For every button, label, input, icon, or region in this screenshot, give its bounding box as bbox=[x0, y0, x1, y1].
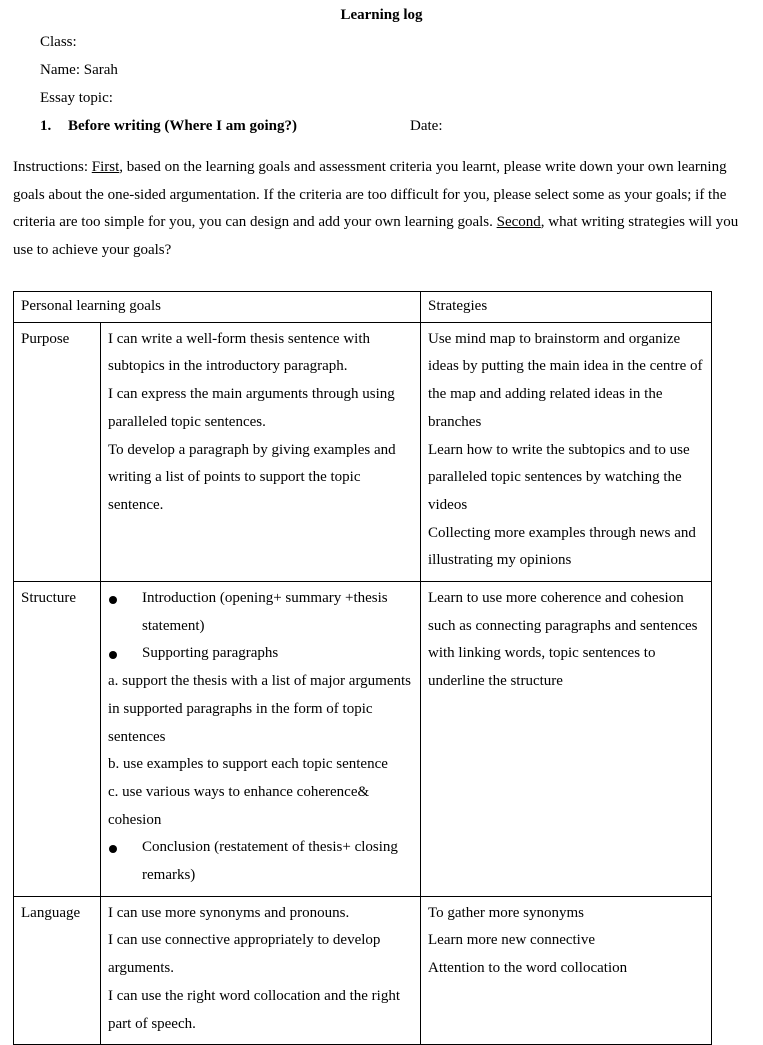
instructions-middle: , based on the learning goals and assessment criteria you learnt, please write down your own learning goals about the one-sided argumentation. If the criteria are too difficult for you, please select some as your goals; if the criteria are too simple for you, you can design and add your own learning goals. bbox=[13, 159, 727, 231]
purpose-goals-cell bbox=[101, 322, 421, 581]
table-row-purpose bbox=[14, 322, 712, 581]
row-label-structure: Structure bbox=[14, 582, 101, 897]
document-title: Learning log bbox=[340, 7, 423, 23]
purpose-goal: To develop a paragraph by giving examples and writing a list of points to support the topic sentence. bbox=[108, 441, 396, 513]
bullet-dot-icon bbox=[109, 596, 117, 604]
instructions-prefix: Instructions: bbox=[13, 159, 92, 175]
bullet-dot-icon bbox=[109, 651, 117, 659]
language-strategies-cell bbox=[421, 896, 712, 1045]
bullet-text: Supporting paragraphs bbox=[142, 645, 279, 662]
structure-bullet-supporting bbox=[108, 640, 413, 668]
language-goal: I can use connective appropriately to develop arguments. bbox=[108, 932, 381, 977]
header-goals: Personal learning goals bbox=[14, 292, 421, 323]
bullet-text: Conclusion (restatement of thesis+ closing remarks) bbox=[142, 839, 398, 884]
row-label-purpose: Purpose bbox=[14, 322, 101, 581]
purpose-strategies-cell bbox=[421, 322, 712, 581]
language-strategy: Learn more new connective bbox=[428, 932, 595, 949]
structure-strategies-cell bbox=[421, 582, 712, 897]
structure-item-c: c. use various ways to enhance coherence& cohesion bbox=[108, 783, 370, 828]
table-header-row bbox=[14, 292, 712, 323]
purpose-goal: I can write a well-form thesis sentence with subtopics in the introductory paragraph. bbox=[108, 330, 370, 375]
instructions-second: Second bbox=[496, 214, 541, 231]
learning-goals-table bbox=[13, 291, 712, 1045]
instructions-suffix: , what writing strategies will you use to achieve your goals? bbox=[13, 214, 739, 259]
language-strategy: Attention to the word collocation bbox=[428, 960, 628, 977]
date-label: Date: bbox=[410, 118, 443, 134]
structure-goals-cell bbox=[101, 582, 421, 897]
table-row-language bbox=[14, 896, 712, 1045]
language-strategy: To gather more synonyms bbox=[428, 904, 585, 921]
purpose-strategy: Learn how to write the subtopics and to use paralleled topic sentences by watching the videos bbox=[428, 441, 690, 513]
name-label: Name: Sarah bbox=[40, 62, 118, 78]
section-heading bbox=[40, 115, 740, 137]
row-label-language: Language bbox=[14, 896, 101, 1045]
language-goal: I can use more synonyms and pronouns. bbox=[108, 904, 350, 921]
essay-topic-label: Essay topic: bbox=[40, 90, 113, 106]
purpose-strategy: Collecting more examples through news and illustrating my opinions bbox=[428, 524, 696, 569]
purpose-strategy: Use mind map to brainstorm and organize ideas by putting the main idea in the centre of the map and adding related ideas in the branches bbox=[428, 330, 703, 430]
section-number: 1. bbox=[40, 118, 52, 134]
structure-strategy: Learn to use more coherence and cohesion such as connecting paragraphs and sentences with linking words, topic sentences to underline the structure bbox=[428, 590, 698, 690]
table-row-structure bbox=[14, 582, 712, 897]
structure-item-b: b. use examples to support each topic sentence bbox=[108, 756, 388, 773]
structure-bullet-conclusion bbox=[108, 834, 413, 889]
instructions-first: First bbox=[91, 159, 120, 175]
bullet-dot-icon bbox=[109, 845, 117, 853]
bullet-text: Introduction (opening+ summary +thesis statement) bbox=[142, 590, 388, 634]
header-strategies: Strategies bbox=[421, 292, 712, 323]
language-goals-cell bbox=[101, 896, 421, 1045]
language-goal: I can use the right word collocation and the right part of speech. bbox=[108, 987, 400, 1032]
structure-bullet-introduction bbox=[108, 585, 413, 640]
class-label: Class: bbox=[40, 34, 77, 50]
purpose-goal: I can express the main arguments through using paralleled topic sentences. bbox=[108, 386, 395, 430]
structure-item-a: a. support the thesis with a list of major arguments in supported paragraphs in the form of topic sentences bbox=[108, 673, 412, 745]
section-title: Before writing (Where I am going?) bbox=[68, 118, 297, 134]
instructions-paragraph bbox=[13, 154, 758, 265]
